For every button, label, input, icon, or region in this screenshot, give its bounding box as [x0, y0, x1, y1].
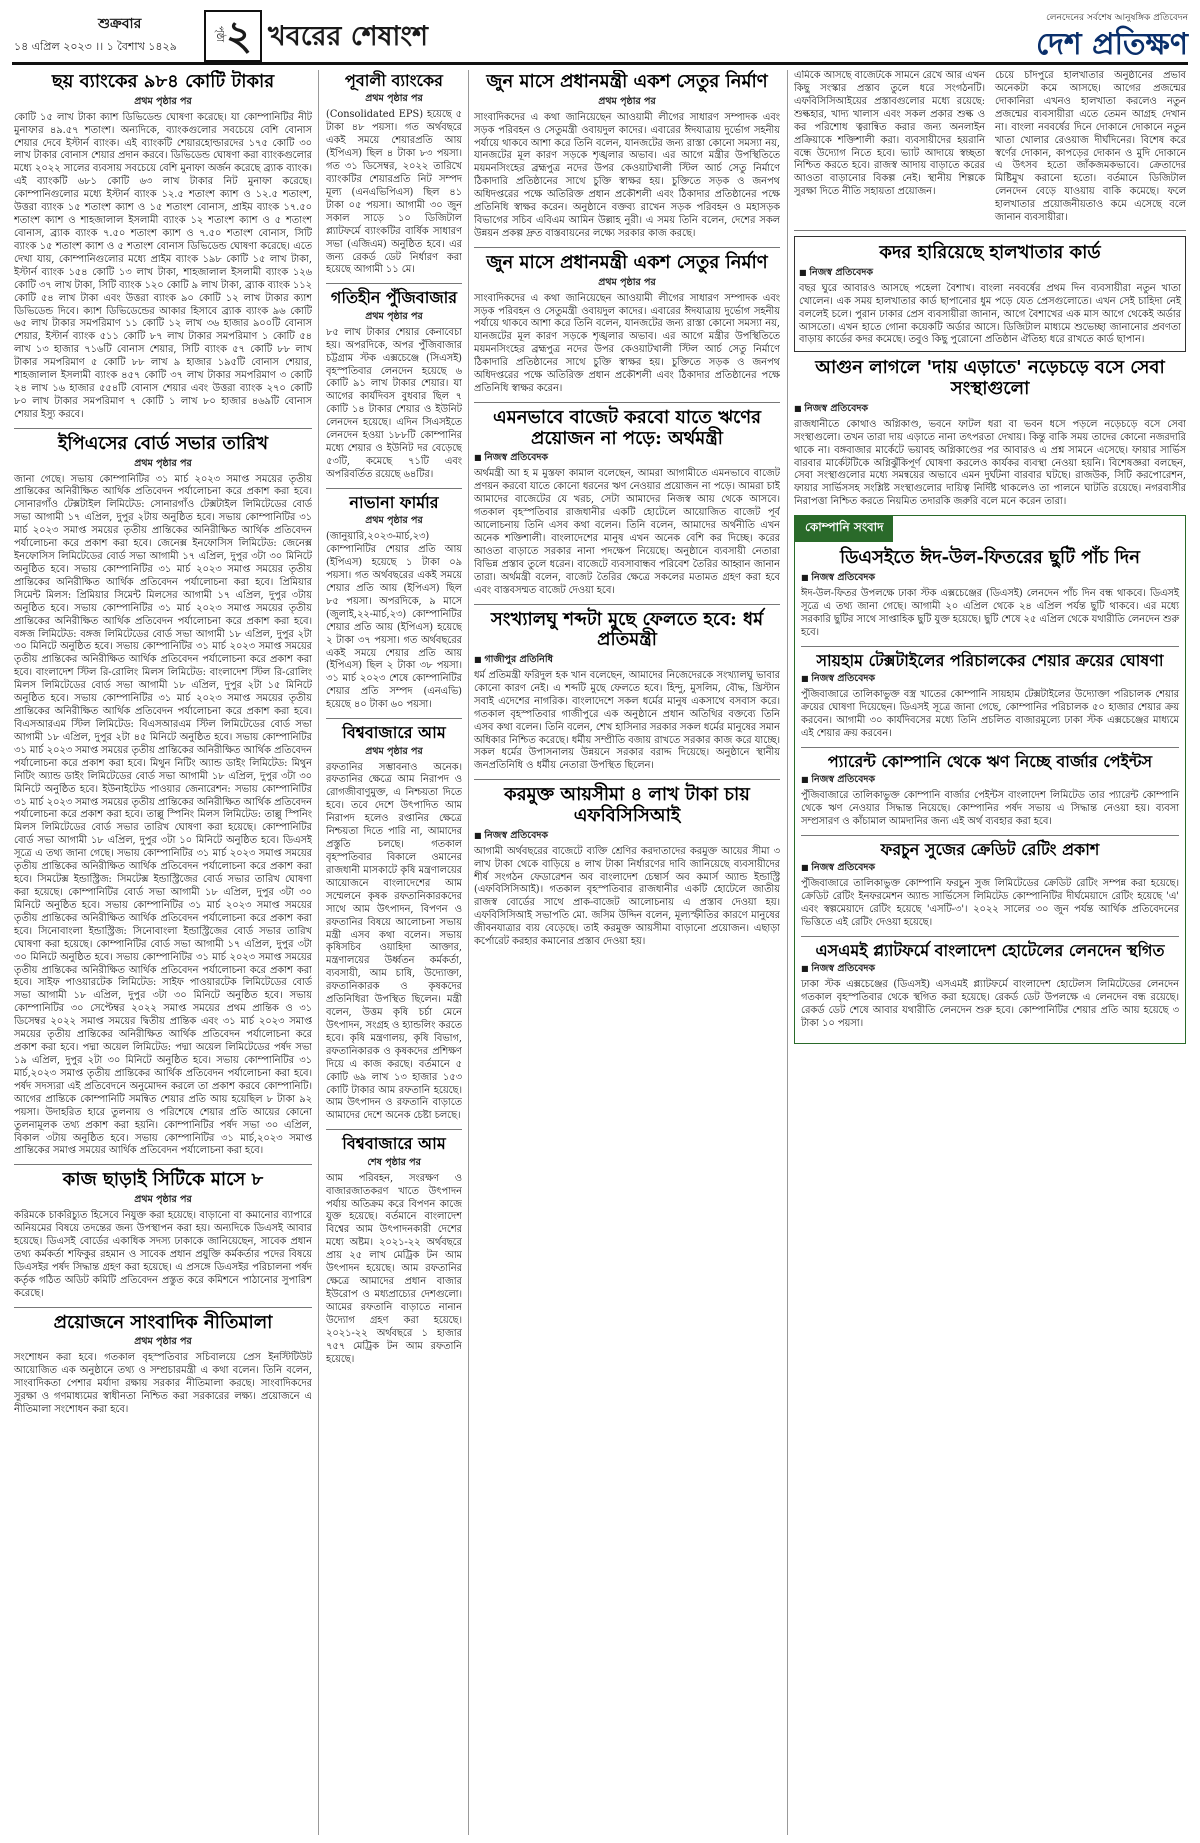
continuation-note: প্রথম পৃষ্ঠার পর	[134, 457, 192, 469]
column-divider	[787, 70, 788, 1835]
divider	[14, 1307, 312, 1308]
article	[326, 1135, 462, 1366]
article-body: ধর্ম প্রতিমন্ত্রী ফরিদুল হক খান বলেছেন, আমাদের নিজেদেরকে সংখ্যালঘু ভাবার কোনো কারণ নেই। এ শব্দটি মুছে ফেলতে হবে। হিন্দু, মুসলিম, বৌদ্ধ, খ্রিস্টান সবাই এদেশের নাগরিক। বাংলাদেশে সকল ধর্মের মানুষ একসাথে বসবাস করে। গতকাল বৃহস্পতিবার গাজীপুরে এক অনুষ্ঠানে প্রধান অতিথির বক্তব্যে তিনি এসব কথা বলেন। তিনি বলেন, শেখ হাসিনার সরকার সকল ধর্মের মানুষের সমান অধিকার নিশ্চিত করেছে। ধর্মীয় সম্প্রীতি বজায় রাখতে সরকার কাজ করে যাচ্ছে। সকল ধর্মের উপাসনালয় উন্নয়নে সরকার বরাদ্দ দিয়েছে। অনুষ্ঠানে স্থানীয় জনপ্রতিনিধি ও ধর্মীয় নেতারা উপস্থিত ছিলেন।	[474, 669, 780, 772]
article-body: ঈদ-উল-ফিতর উপলক্ষে ঢাকা স্টক এক্সচেঞ্জের (ডিএসই) লেনদেন পাঁচ দিন বন্ধ থাকবে। ডিএসই সূত্রে এ তথ্য জানা গেছে। আগামী ২০ এপ্রিল থেকে ২৪ এপ্রিল পর্যন্ত ছুটি থাকবে। এর মধ্যে সরকারি ছুটির সাথে সাপ্তাহিক ছুটি যুক্ত হয়েছে। ছুটি শেষে ২৫ এপ্রিল থেকে যথারীতি লেনদেন শুরু হবে।	[801, 587, 1179, 638]
masthead-rule	[12, 62, 1188, 65]
article-body: পুঁজিবাজারে তালিকাভুক্ত কোম্পানি ফরচুন সুজ লিমিটেডের ক্রেডিট রেটিং সম্পন্ন করা হয়েছে। ক্রেডিট রেটিং ইনফরমেশন অ্যান্ড সার্ভিসেস লিমিটেড কোম্পানিটির দীর্ঘমেয়াদে রেটিং হয়েছে 'এ' এবং স্বল্পমেয়াদে রেটিং হয়েছে 'এসটি-৩'। ২০২২ সালের ৩০ জুন পর্যন্ত আর্থিক প্রতিবেদনের ভিত্তিতে এই রেটিং দেওয়া হয়েছে।	[801, 878, 1179, 928]
divider	[801, 747, 1179, 748]
masthead-left	[12, 10, 282, 58]
article-body: (জানুয়ারি,২০২৩-মার্চ,২৩) কোম্পানিটির শেয়ার প্রতি আয় (ইপিএস) হয়েছে ১ টাকা ০৯ পয়সা। গত অর্থবছরের একই সময়ে শেয়ার প্রতি আয় (ইপিএস) ছিল ৮৫ পয়সা। অপরদিকে, ৯ মাসে (জুলাই,২২-মার্চ,২৩) কোম্পানিটির শেয়ার প্রতি আয় (ইপিএস) হয়েছে ২ টাকা ৩৭ পয়সা। গত অর্থবছরের একই সময়ে শেয়ার প্রতি আয় (ইপিএস) ছিল ২ টাকা ৩৮ পয়সা। ৩১ মার্চ ২০২৩ শেষে কোম্পানিটির শেয়ার প্রতি সম্পদ (এনএভি) হয়েছে ৪০ টাকা ৬০ পয়সা।	[326, 531, 462, 711]
divider	[14, 1164, 312, 1165]
continuation-note: প্রথম পৃষ্ঠার পর	[365, 310, 423, 322]
byline: ■ নিজস্ব প্রতিবেদক	[474, 829, 780, 844]
article	[474, 253, 780, 396]
column-divider	[468, 70, 469, 1835]
divider	[14, 428, 312, 429]
masthead	[12, 10, 1188, 62]
article	[474, 408, 780, 598]
continuation-note: শেষ পৃষ্ঠার পর	[367, 1156, 421, 1168]
news-brief	[801, 548, 1179, 639]
article-body: কোটি ১৫ লাখ টাকা ক্যাশ ডিভিডেন্ড ঘোষণা করেছে। যা কোম্পানিটির নীট মুনাফার ৪৯.৫৭ শতাংশ। অন্যদিকে, ব্যাংকগুলোর সবচেয়ে বেশি বোনাস শেয়ার দেবে ইস্টার্ন ব্যাংক। এই ব্যাংকটি শেয়ারহোল্ডারদের ১৭৫ কোটি ৩০ লাখ টাকার বোনাস শেয়ার প্রদান করবে। ডিভিডেন্ড ঘোষণা করা ব্যাংকগুলোর মধ্যে ২০২২ সালের ব্যবসায় সবচেয়ে বেশি মুনাফা অর্জন করেছে ব্র্যাক ব্যাংক। এই ব্যাংকটি ৬৮১ কোটি ৬৩ লাখ টাকার নিট মুনাফা করেছে। কোম্পানিগুলোর মধ্যে ইস্টার্ন ব্যাংক ১২.৫ শতাংশ ক্যাশ ও ১২.৫ শতাংশ, উত্তরা ব্যাংক ১৫ শতাংশ ক্যাশ ও ১৫ শতাংশ বোনাস, প্রাইম ব্যাংক ১৭.৫০ শতাংশ ক্যাশ ও শাহজালাল ইসলামী ব্যাংক ১২ শতাংশ ক্যাশ ও ৫ শতাংশ বোনাস, ব্র্যাক ব্যাংক ৭.৫০ শতাংশ ক্যাশ ও ৭.৫০ শতাংশ বোনাস, সিটি ব্যাংক ১৫ শতাংশ ক্যাশ ও ৫ শতাংশ বোনাস ডিভিডেন্ড ঘোষণা করেছে। এতে দেখা যায়, কোম্পানিগুলোর মধ্যে প্রাইম ব্যাংক ১৯৮ কোটি ১৫ লাখ টাকা, ইস্টার্ন ব্যাংক ১৫৪ কোটি ১৩ লাখ টাকা, শাহজালাল ইসলামী ব্যাংক ১২৬ কোটি ৩৭ লাখ টাকা, সিটি ব্যাংক ১২০ কোটি ৯ লাখ টাকা, ব্র্যাক ব্যাংক ১১২ কোটি ৫৪ লাখ টাকা এবং উত্তরা ব্যাংক ৯০ কোটি ১২ লাখ টাকার ক্যাশ ডিভিডেন্ড দিবে। ক্যাশ ডিভিডেন্ডের আকার হিসাবে ব্র্যাক ব্যাংক ৯৬ কোটি ৬৫ লাখ টাকার সমপরিমাণ ১১ কোটি ১২ লাখ ৩৬ হাজার ৯০০টি বোনাস শেয়ার, ইস্টার্ন ব্যাংক ৫১১ কোটি ৮৭ লাখ টাকার সমপরিমাণ ১ কোটি ৫৪ লাখ ১৩ হাজার ৭১৬টি বোনাস শেয়ার, সিটি ব্যাংক ৫৭ কোটি ৮৮ লাখ টাকার সমপরিমাণ ৫ কোটি ৮৮ লাখ ৯ হাজার ১৯৫টি বোনাস শেয়ার, শাহজালাল ইসলামী ব্যাংক ৪৫৭ কোটি ৩৭ লাখ টাকার সমপরিমাণ ৩ কোটি ২৪ লাখ ১৬ হাজার ৫৫৪টি বোনাস শেয়ার এবং উত্তরা ব্যাংক ২৭০ কোটি ৮০ লাখ টাকার সমপরিমাণ ৭ কোটি ১ লাখ ৮০ হাজার ৪৬৯টি বোনাস শেয়ার ইস্যু করবে।	[14, 111, 312, 420]
article	[326, 289, 462, 481]
article	[326, 494, 462, 712]
article-headline: এসএমই প্ল্যাটফর্মে বাংলাদেশ হোটেলের লেনদেন স্থগিত	[815, 940, 1165, 960]
article-body: পুঁজিবাজারে তালিকাভুক্ত বস্ত্র খাতের কোম্পানি সায়হাম টেক্সটাইলের উদ্যোক্তা পরিচালক শেয়ার ক্রয়ের ঘোষণা দিয়েছেন। ডিএসই সূত্রে জানা গেছে, কোম্পানির পরিচালক ৫০ হাজার শেয়ার ক্রয় করবেন। আগামী ৩০ কার্যদিবসের মধ্যে তিনি প্রচলিত বাজারমূল্যে ঢাকা স্টক এক্সচেঞ্জের মাধ্যমে এই শেয়ার ক্রয় করবেন।	[801, 688, 1179, 739]
divider	[801, 835, 1179, 836]
column-4	[794, 70, 1186, 1835]
divider	[474, 402, 780, 403]
article-headline: আগুন লাগলে 'দায় এড়াতে' নড়েচড়ে বসে সেবা সংস্থাগুলো	[815, 357, 1165, 400]
article-body: (Consolidated EPS) হয়েছে ৫ টাকা ৪৮ পয়সা। গত অর্থবছরে একই সময়ে শেয়ারপ্রতি আয় (ইপিএস) ছিল ৪ টাকা ৮৩ পয়সা। গত ৩১ ডিসেম্বর, ২০২২ তারিখে ব্যাংকটির শেয়ারপ্রতি নিট সম্পদ মূল্য (এনএভিপিএস) ছিল ৪১ টাকা ০৫ পয়সা। আগামী ৩০ জুন সকাল সাড়ে ১০ ডিজিটাল প্ল্যাটফর্মে ব্যাংকটির বার্ষিক সাধারণ সভা (এজিএম) অনুষ্ঠিত হবে। এর জন্য রেকর্ড ডেট নির্ধারণ করা হয়েছে আগামী ১১ মে।	[326, 109, 462, 276]
continuation-note: প্রথম পৃষ্ঠার পর	[365, 745, 423, 757]
article-body: ৮৫ লাখ টাকার শেয়ার কেনাবেচা হয়। অপরদিকে, অপর পুঁজিবাজার চট্টগ্রাম স্টক এক্সচেঞ্জে (সিএসই) বৃহস্পতিবার লেনদেন হয়েছে ৬ কোটি ৯১ লাখ টাকার শেয়ার। যা আগের কার্যদিবস বুধবার ছিল ৭ কোটি ১৪ টাকার শেয়ার ও ইউনিট লেনদেন হয়েছে। এদিন সিএসইতে লেনদেন হওয়া ১৮৮টি কোম্পানির মধ্যে শেয়ার ও ইউনিট দর বেড়েছে ৫৩টি, কমেছে ৭১টি এবং অপরিবর্তিত রয়েছে ৬৪টির।	[326, 326, 462, 480]
article-headline: জুন মাসে প্রধানমন্ত্রী একশ সেতুর নির্মাণ	[486, 251, 768, 273]
article-body: সাংবাদিকদের এ কথা জানিয়েছেন আওয়ামী লীগের সাধারণ সম্পাদক এবং সড়ক পরিবহন ও সেতুমন্ত্রী ওবায়দুল কাদের। এবারের ঈদযাত্রায় দুর্ভোগ সহনীয় পর্যায়ে থাকবে আশা করে তিনি বলেন, যানজটের জন্য রাস্তা কোনো সমস্যা নয়, যানজটের মূল কারণ সড়কে শৃঙ্খলার অভাব। এর আগে মন্ত্রীর উপস্থিতিতে ময়মনসিংহের ব্রহ্মপুত্র নদের উপর কেওয়াটখালী স্টিল আর্চ সেতু নির্মাণে ঠিকাদারি প্রতিষ্ঠানের সাথে চুক্তি স্বাক্ষর হয়। চুক্তিতে সড়ক ও জনপথ অধিদপ্তরের পক্ষে অতিরিক্ত প্রধান প্রকৌশলী এবং ঠিকাদার প্রতিষ্ঠানের পক্ষে প্রতিনিধি স্বাক্ষর করেন।	[474, 292, 780, 395]
tagline: লেনদেনের সর্বশেষ আনুষঙ্গিক প্রতিবেদন	[1046, 13, 1188, 23]
masthead-right	[928, 10, 1188, 62]
article-body: করিমকে চাকরিচ্যুত হিসেবে নিযুক্ত করা হয়েছে। বাড়ানো বা কমানোর ব্যাপারে অনিয়মের বিষয়ে তদন্তের জন্য উপস্থাপন করা হয়। অন্যদিকে ডিএসই আবার হয়েছে। ডিএসই বোর্ডের একাধিক সদস্য ঢাকাকে জানিয়েছেন, সাবেক প্রধান তথ্য কর্মকর্তা শফিকুর রহমান ও সাবেক প্রধান প্রযুক্তি কর্মকর্তার পদের বিষয়ে ডিএসইর পর্ষদ সিদ্ধান্ত গ্রহণ করা হয়েছে। এ প্রসঙ্গে ডিএসইর পরিচালনা পর্ষদ কর্তৃক গঠিত অডিট কমিটি প্রতিবেদন প্রস্তুত করে কমিশনে পাঠানোর সুপারিশ করেছে।	[14, 1210, 312, 1299]
article-headline: সংখ্যালঘু শব্দটা মুছে ফেলতে হবে: ধর্ম প্রতিমন্ত্রী	[490, 608, 764, 651]
article-body: রফতানির সম্ভাবনাও অনেক। রফতানির ক্ষেত্রে আম নিরাপদ ও রোগজীবাণুমুক্ত, এ নিশ্চয়তা দিতে হবে। তবে দেশে উৎপাদিত আম নিরাপদ হলেও রপ্তানির ক্ষেত্রে নিশ্চয়তা দিতে পারি না, আমাদের প্রস্তুতি চলছে। গতকাল বৃহস্পতিবার বিকালে ওমানের রাজধানী মাসকাটে কৃষি মন্ত্রণালয়ের আয়োজনে বাংলাদেশের আম সম্মেলনে কৃষক রফতানিকারকদের সাথে আম উৎপাদন, বিপণন ও রফতানির বিষয়ে আলোচনা সভায় মন্ত্রী এসব কথা বলেন। সভায় কৃষিসচিব ওয়াহিদা আক্তার, মন্ত্রণালয়ের উর্ধ্বতন কর্মকর্তা, ব্যবসায়ী, আম চাষি, উদ্যোক্তা, রফতানিকারক ও কৃষকদের প্রতিনিধিরা উপস্থিত ছিলেন। মন্ত্রী বলেন, উত্তম কৃষি চর্চা মেনে উৎপাদন, সংগ্রহ ও হ্যান্ডলিং করতে হবে। কৃষি মন্ত্রণালয়, কৃষি বিভাগ, রফতানিকারক ও কৃষকদের প্রশিক্ষণ দিয়ে এ কাজ করছে। বর্তমানে ৫ কোটি ৬৯ লাখ ১৩ হাজার ১৫৩ কোটি টাকার আম রফতানি হয়েছে। আম উৎপাদন ও রফতানি বাড়াতে আমাদের দেশে অনেক চেষ্টা চলছে।	[326, 761, 462, 1122]
continuation-note: প্রথম পৃষ্ঠার পর	[598, 95, 656, 107]
article	[474, 72, 780, 241]
byline: ■ গাজীপুর প্রতিনিধি	[474, 653, 780, 668]
company-news-tab: কোম্পানি সংবাদ	[795, 516, 893, 542]
byline: ■ নিজস্ব প্রতিবেদক	[801, 571, 1179, 586]
page-number-box	[204, 10, 262, 62]
article	[14, 72, 312, 422]
article-body: চেয়ে চাঁদপুরে হালখাতার অনুষ্ঠানের প্রভাব অনেকটা কমে আসছে। আগের প্রজন্মের দোকানিরা এখনও হালখাতা করলেও নতুন প্রজন্মের ব্যবসায়ীরা এতে তেমন আগ্রহ দেখান না। বাংলা নববর্ষের দিনে দোকানে দোকানে নতুন খাতা খোলার রেওয়াজ দীর্ঘদিনের। বিশেষ করে স্বর্ণের দোকান, কাপড়ের দোকান ও মুদি দোকানে এ উৎসব হতো জাঁকজমকভাবে। ক্রেতাদের মিষ্টিমুখ করানো হতো। বর্তমানে ডিজিটাল লেনদেন বেড়ে যাওয়ায় বাকি কমেছে। ফলে হালখাতার প্রয়োজনীয়তাও কমে এসেছে বলে জানান ব্যবসায়ীরা।	[995, 70, 1186, 224]
article-headline: কদর হারিয়েছে হালখাতার কার্ড	[879, 242, 1101, 264]
article-headline: গতিহীন পুঁজিবাজার	[330, 288, 458, 308]
article-headline: নাভানা ফার্মার	[349, 492, 439, 512]
column-3	[474, 70, 780, 1835]
issue-date: ১৪ এপ্রিল ২০২৩ ।। ১ বৈশাখ ১৪২৯	[14, 40, 177, 53]
continued-article-pair	[794, 70, 1186, 225]
article-body: রাজধানীতে কোথাও অগ্নিকাণ্ড, ভবনে ফাটল ধরা বা ভবন ধসে পড়লে নড়েচড়ে বসে সেবা সংস্থাগুলো। তখন তারা দায় এড়াতে নানা তৎপরতা দেখায়। কিন্তু বাকি সময় তাদের কোনো নজরদারি থাকে না। বঙ্গবাজার মার্কেটে ভয়াবহ অগ্নিকাণ্ডের পর আবারও এ প্রশ্ন সামনে এসেছে। ফায়ার সার্ভিস বারবার মার্কেটটিকে অগ্নিঝুঁকিপূর্ণ ঘোষণা করলেও কার্যকর ব্যবস্থা নেওয়া হয়নি। বিশেষজ্ঞরা বলছেন, সেবা সংস্থাগুলোর মধ্যে সমন্বয়ের অভাবে এমন দুর্ঘটনা বারবার ঘটছে। রাজউক, সিটি করপোরেশন, ফায়ার সার্ভিসসহ সংশ্লিষ্ট সংস্থাগুলোর দায়িত্ব নির্দিষ্ট থাকলেও তা পালনে ঘাটতি রয়েছে। নগরবাসীর নিরাপত্তা নিশ্চিত করতে নিয়মিত তদারকি জরুরি বলে মনে করেন তারা।	[794, 418, 1186, 508]
divider	[326, 283, 462, 284]
article-body: ঢাকা স্টক এক্সচেঞ্জের (ডিএসই) এসএমই প্ল্যাটফর্মে বাংলাদেশ হোটেলস লিমিটেডের লেনদেন গতকাল বৃহস্পতিবার থেকে স্থগিত করা হয়েছে। রেকর্ড ডেট উপলক্ষে এ লেনদেন বন্ধ রয়েছে। রেকর্ড ডেট শেষে আবার যথারীতি লেনদেন শুরু হবে। কোম্পানিটির শেয়ার প্রতি আয় হয়েছে ৩ টাকা ১০ পয়সা।	[801, 979, 1179, 1030]
article-headline: সায়হাম টেক্সটাইলের পরিচালকের শেয়ার ক্রয়ের ঘোষণা	[816, 650, 1164, 670]
article-headline: বিশ্ববাজারে আম	[342, 723, 446, 743]
byline: ■ নিজস্ব প্রতিবেদক	[801, 861, 1179, 876]
article-body: অর্থমন্ত্রী আ হ ম মুস্তফা কামাল বলেছেন, আমরা আগামীতে এমনভাবে বাজেট প্রণয়ন করবো যাতে কোনো ধরনের ঋণ নেওয়ার প্রয়োজন না পড়ে। আমরা চাই আমাদের বাজেটের যে খরচ, সেটা আমাদের নিজস্ব আয় থেকে আসবে। গতকাল বৃহস্পতিবার রাজধানীর একটি হোটেলে আয়োজিত বাজেট পূর্ব আলোচনায় তিনি এসব কথা বলেন। তিনি বলেন, আমাদের অর্থনীতি এখন অনেক শক্তিশালী। বাংলাদেশের মানুষ এখন অনেক বেশি কর দিচ্ছে। করের আওতা বাড়াতে সরকার নানা পদক্ষেপ নিয়েছে। অনুষ্ঠানে ব্যবসায়ী নেতারা বিভিন্ন প্রস্তাব তুলে ধরেন। বাজেটে ব্যবসাবান্ধব পরিবেশ তৈরির আহ্বান জানান তারা। অর্থমন্ত্রী বলেন, বাজেট তৈরির ক্ষেত্রে সকলের মতামত গ্রহণ করা হবে এবং বাস্তবসম্মত বাজেট দেওয়া হবে।	[474, 468, 780, 596]
article-headline: এমনভাবে বাজেট করবো যাতে ঋণের প্রয়োজন না পড়ে: অর্থমন্ত্রী	[493, 406, 761, 449]
page-number: ২	[225, 12, 252, 59]
article-body: বছর ঘুরে আবারও আসছে পহেলা বৈশাখ। বাংলা নববর্ষের প্রথম দিন ব্যবসায়ীরা নতুন খাতা খোলেন। এক সময় হালখাতার কার্ড ছাপানোর ধুম পড়ে যেত প্রেসগুলোতে। এখন সেই চাহিদা নেই বললেই চলে। পুরান ঢাকার প্রেস ব্যবসায়ীরা জানান, আগে বৈশাখের এক মাস আগে থেকেই অর্ডার আসতো। এখন হাতে গোনা কয়েকটি অর্ডার আসে। ডিজিটাল মাধ্যমে শুভেচ্ছা জানানোর প্রবণতা বাড়ায় কার্ডের কদর কমেছে। তবুও কিছু পুরোনো প্রতিষ্ঠান ঐতিহ্য ধরে রাখতে কার্ড ছাপান।	[799, 282, 1181, 346]
divider	[801, 936, 1179, 937]
article-headline: কাজ ছাড়াই সিটিকে মাসে ৮	[62, 1169, 264, 1191]
continuation-note: প্রথম পৃষ্ঠার পর	[134, 1194, 192, 1206]
newspaper-logo: দেশ প্রতিক্ষণ	[1035, 27, 1188, 62]
divider	[474, 247, 780, 248]
article-headline: বিশ্ববাজারে আম	[342, 1134, 446, 1154]
article-headline: পূবালী ব্যাংকের	[345, 71, 443, 90]
article	[14, 1170, 312, 1300]
page-label: পৃষ্ঠা	[214, 26, 225, 43]
byline: ■ নিজস্ব প্রতিবেদক	[801, 672, 1179, 687]
article	[326, 72, 462, 277]
news-brief	[801, 942, 1179, 1031]
continuation-note: প্রথম পৃষ্ঠার পর	[365, 93, 423, 105]
divider	[474, 779, 780, 780]
article-body: জানা গেছে। সভায় কোম্পানিটির ৩১ মার্চ ২০২৩ সমাপ্ত সময়ের তৃতীয় প্রান্তিকের অনিরীক্ষিত আর্থিক প্রতিবেদন পর্যালোচনা করে প্রকাশ করা হবে। সোনারগাঁও টেক্সটাইল লিমিটেড: সোনারগাঁও টেক্সটাইল লিমিটেডের বোর্ড সভা আগামী ১৭ এপ্রিল, দুপুর ২টায় অনুষ্ঠিত হবে। সভায় কোম্পানিটির ৩১ মার্চ ২০২৩ সমাপ্ত সময়ের তৃতীয় প্রান্তিকের অনিরীক্ষিত আর্থিক প্রতিবেদন পর্যালোচনা করে প্রকাশ করা হবে। জেনেক্স ইনফোসিস লিমিটেড: জেনেক্স ইনফোসিস লিমিটেডের বোর্ড সভা আগামী ১৭ এপ্রিল, দুপুর ৩টা ৩০ মিনিটে অনুষ্ঠিত হবে। সভায় কোম্পানিটির ৩১ মার্চ ২০২৩ সমাপ্ত সময়ের তৃতীয় প্রান্তিকের অনিরীক্ষিত আর্থিক প্রতিবেদন পর্যালোচনা করা হবে। প্রিমিয়ার সিমেন্ট মিলস: প্রিমিয়ার সিমেন্ট মিলসের আগামী ১৭ এপ্রিল, দুপুর ৩টায় অনুষ্ঠিত হবে। সভায় কোম্পানিটির ৩১ মার্চ ২০২৩ সমাপ্ত সময়ের তৃতীয় প্রান্তিকের অনিরীক্ষিত আর্থিক প্রতিবেদন পর্যালোচনা করে প্রকাশ করা হবে। বঙ্গজ লিমিটেড: বঙ্গজ লিমিটেডের বোর্ড সভা আগামী ১৮ এপ্রিল, দুপুর ২টা ৩০ মিনিটে অনুষ্ঠিত হবে। সভায় কোম্পানিটির ৩১ মার্চ ২০২৩ সমাপ্ত সময়ের তৃতীয় প্রান্তিকের অনিরীক্ষিত আর্থিক প্রতিবেদন পর্যালোচনা করে প্রকাশ করা হবে। বাংলাদেশ স্টিল রি-রোলিং মিলস লিমিটেড: বাংলাদেশ স্টিল রি-রোলিং মিলস লিমিটেডের বোর্ড সভা আগামী ১৮ এপ্রিল, দুপুর ২টা ১৫ মিনিটে অনুষ্ঠিত হবে। সভায় কোম্পানিটির ৩১ মার্চ ২০২৩ সমাপ্ত সময়ের তৃতীয় প্রান্তিকের অনিরীক্ষিত আর্থিক প্রতিবেদন পর্যালোচনা করে প্রকাশ করা হবে। বিএসআরএম স্টিল লিমিটেড: বিএসআরএম স্টিল লিমিটেডের বোর্ড সভা আগামী ১৮ এপ্রিল, দুপুর ২টা ৪৫ মিনিটে অনুষ্ঠিত হবে। সভায় কোম্পানিটির ৩১ মার্চ ২০২৩ সমাপ্ত সময়ের তৃতীয় প্রান্তিকের অনিরীক্ষিত আর্থিক প্রতিবেদন পর্যালোচনা করে প্রকাশ করা হবে। মিথুন নিটিং অ্যান্ড ডাইং লিমিটেড: মিথুন নিটিং অ্যান্ড ডাইং লিমিটেডের বোর্ড সভা আগামী ১৮ এপ্রিল, দুপুর ৩টা ৩০ মিনিটে অনুষ্ঠিত হবে। ইউনাইটেড পাওয়ার জেনারেশন: সভায় কোম্পানিটির ৩১ মার্চ ২০২৩ সমাপ্ত সময়ের তৃতীয় প্রান্তিকের অনিরীক্ষিত আর্থিক প্রতিবেদন পর্যালোচনা করে প্রকাশ করা হবে। তাল্লু স্পিনিং মিলস লিমিটেড: তাল্লু স্পিনিং মিলস লিমিটেডের বোর্ড সভার তারিখ ঘোষণা করা হয়েছে। কোম্পানিটির বোর্ড সভা আগামী ১৮ এপ্রিল, দুপুর ৩টা ১০ মিনিটে অনুষ্ঠিত হবে। ডিএসই সূত্রে এ তথ্য জানা গেছে। সভায় কোম্পানিটির ৩১ মার্চ ২০২৩ সমাপ্ত সময়ের তৃতীয় প্রান্তিকের অনিরীক্ষিত আর্থিক প্রতিবেদন পর্যালোচনা করে প্রকাশ করা হবে। সিমটেক্স ইন্ডাস্ট্রিজ: সিমটেক্স ইন্ডাস্ট্রিজের বোর্ড সভার তারিখ ঘোষণা করা হয়েছে। কোম্পানিটির বোর্ড সভা আগামী ১৮ এপ্রিল, দুপুর ৩টা ৩০ মিনিটে অনুষ্ঠিত হবে। সভায় কোম্পানিটির ৩১ মার্চ ২০২৩ সমাপ্ত সময়ের তৃতীয় প্রান্তিকের অনিরীক্ষিত আর্থিক প্রতিবেদন পর্যালোচনা করে প্রকাশ করা হবে। সিনোবাংলা ইন্ডাস্ট্রিজ: সিনোবাংলা ইন্ডাস্ট্রিজের বোর্ড সভার তারিখ ঘোষণা করা হয়েছে। কোম্পানিটির বোর্ড সভা আগামী ১৭ এপ্রিল, দুপুর ৩টা ৩০ মিনিটে অনুষ্ঠিত হবে। সভায় কোম্পানিটির ৩১ মার্চ ২০২৩ সমাপ্ত সময়ের তৃতীয় প্রান্তিকের অনিরীক্ষিত আর্থিক প্রতিবেদন পর্যালোচনা করে প্রকাশ করা হবে। সাইফ পাওয়ারটেক লিমিটেড: সাইফ পাওয়ারটেক লিমিটেডের বোর্ড সভা আগামী ১৮ এপ্রিল, দুপুর ৩টা ৩০ মিনিটে অনুষ্ঠিত হবে। সভায় কোম্পানিটির ৩০ সেপ্টেম্বর ২০২২ সমাপ্ত সময়ের প্রথম প্রান্তিক ও ৩১ ডিসেম্বর ২০২২ সমাপ্ত সময়ের দ্বিতীয় প্রান্তিক এবং ৩১ মার্চ ২০২৩ সমাপ্ত সময়ের তৃতীয় প্রান্তিকের অনিরীক্ষিত আর্থিক প্রতিবেদন পর্যালোচনা করে প্রকাশ করা হবে। পদ্মা অয়েল লিমিটেড: পদ্মা অয়েল লিমিটেডের পর্ষদ সভা ১৯ এপ্রিল, দুপুর ২টা ৩০ মিনিটে অনুষ্ঠিত হবে। সভায় কোম্পানিটির ৩১ মার্চ,২০২৩ সমাপ্ত তৃতীয় প্রান্তিকের আর্থিক প্রতিবেদন পর্যালোচনা করা হবে। পর্ষদ সদস্যরা এই প্রতিবেদনে অনুমোদন করলে তা প্রকাশ করবে কোম্পানিটি। আগের প্রান্তিকে কোম্পানিটি সমন্বিত শেয়ার প্রতি আয় হয়েছিল ৮ টাকা ৯২ পয়সা। উদাহরিত হারে তুলনায় ও পরিশেষে শেয়ার প্রতি আয়ের কোনো তুলনামূলক তথ্য প্রকাশ করা হয়নি। কোম্পানিটির পর্ষদ সভা ৩০ এপ্রিল, বিকাল ৩টায় অনুষ্ঠিত হবে। সভায় কোম্পানিটির ৩১ মার্চ,২০২৩ সমাপ্ত প্রান্তিকের সমাপ্ত সময়ের আর্থিক প্রতিবেদন পর্যালোচনা করা হবে।	[14, 473, 312, 1157]
article	[794, 236, 1186, 352]
article-headline: ডিএসইতে ঈদ-উল-ফিতরের ছুটি পাঁচ দিন	[840, 547, 1140, 569]
article	[474, 610, 780, 774]
column-2	[326, 70, 462, 1835]
article-headline: ফরচুন সুজের ক্রেডিট রেটিং প্রকাশ	[880, 839, 1100, 859]
article-headline: করমুক্ত আয়সীমা ৪ লাখ টাকা চায় এফবিসিসিআই	[504, 784, 750, 826]
article-headline: জুন মাসে প্রধানমন্ত্রী একশ সেতুর নির্মাণ	[486, 71, 768, 92]
article-body: আগামী অর্থবছরের বাজেটে ব্যক্তি শ্রেণির করদাতাদের করমুক্ত আয়ের সীমা ৩ লাখ টাকা থেকে বাড়িয়ে ৪ লাখ টাকা নির্ধারণের দাবি জানিয়েছে ব্যবসায়ীদের শীর্ষ সংগঠন ফেডারেশন অব বাংলাদেশ চেম্বার্স অব কমার্স অ্যান্ড ইন্ডাস্ট্রি (এফবিসিসিআই)। গতকাল বৃহস্পতিবার রাজধানীর একটি হোটেলে জাতীয় রাজস্ব বোর্ডের সাথে প্রাক-বাজেট আলোচনায় এ প্রস্তাব দেওয়া হয়। এফবিসিসিআই সভাপতি মো. জসিম উদ্দিন বলেন, মূল্যস্ফীতির কারণে মানুষের জীবনযাত্রার ব্যয় বেড়েছে। তাই করমুক্ত আয়সীমা বাড়ানো প্রয়োজন। এছাড়া কর্পোরেট করহার কমানোর প্রস্তাব দেওয়া হয়।	[474, 845, 780, 948]
continuation-note: প্রথম পৃষ্ঠার পর	[598, 276, 656, 288]
divider	[326, 488, 462, 489]
article	[326, 724, 462, 1123]
column-1	[14, 70, 312, 1835]
article-headline: প্রয়োজনে সাংবাদিক নীতিমালা	[53, 1311, 273, 1333]
continuation-note: প্রথম পৃষ্ঠার পর	[134, 95, 192, 107]
article-headline: প্যারেন্ট কোম্পানি থেকে ঋণ নিচ্ছে বার্জার পেইন্টস	[827, 751, 1153, 771]
byline: ■ নিজস্ব প্রতিবেদক	[794, 402, 1186, 417]
continuation-note: প্রথম পৃষ্ঠার পর	[134, 1336, 192, 1348]
column-divider	[318, 70, 319, 1835]
article-body: পুঁজিবাজারে তালিকাভুক্ত কোম্পানি বার্জার পেইন্টস বাংলাদেশ লিমিটেড তার প্যারেন্ট কোম্পানি থেকে ঋণ নেওয়ার সিদ্ধান্ত নিয়েছে। কোম্পানির পর্ষদ সভায় এ সিদ্ধান্ত নেওয়া হয়। ব্যবসা সম্প্রসারণ ও কাঁচামাল আমদানির জন্য এই অর্থ ব্যবহার করা হবে।	[801, 790, 1179, 827]
company-news-box	[794, 515, 1186, 1044]
article-body: সাংবাদিকদের এ কথা জানিয়েছেন আওয়ামী লীগের সাধারণ সম্পাদক এবং সড়ক পরিবহন ও সেতুমন্ত্রী ওবায়দুল কাদের। এবারের ঈদযাত্রায় দুর্ভোগ সহনীয় পর্যায়ে থাকবে আশা করে তিনি বলেন, যানজটের জন্য রাস্তা কোনো সমস্যা নয়, যানজটের মূল কারণ সড়কে শৃঙ্খলার অভাব। এর আগে মন্ত্রীর উপস্থিতিতে ময়মনসিংহের ব্রহ্মপুত্র নদের উপর কেওয়াটখালী স্টিল আর্চ সেতু নির্মাণে ঠিকাদারি প্রতিষ্ঠানের সাথে চুক্তি স্বাক্ষর হয়। চুক্তিতে সড়ক ও জনপথ অধিদপ্তরের পক্ষে অতিরিক্ত প্রধান প্রকৌশলী এবং ঠিকাদার প্রতিষ্ঠানের পক্ষে প্রতিনিধি স্বাক্ষর করেন। অনুষ্ঠানে বক্তব্য রাখেন সড়ক পরিবহন ও মহাসড়ক বিভাগের সচিব এবিএম আমিন উল্লাহ নুরী। এ সময় তিনি বলেন, দেশের সকল উন্নয়ন প্রকল্প দ্রুত বাস্তবায়নের লক্ষ্যে সরকার কাজ করছে।	[474, 111, 780, 239]
news-brief	[801, 652, 1179, 741]
article-headline: ছয় ব্যাংকের ৯৮৪ কোটি টাকার	[51, 71, 275, 92]
section-title: খবরের শেষাংশ	[268, 21, 428, 52]
divider	[801, 646, 1179, 647]
byline: ■ নিজস্ব প্রতিবেদক	[801, 773, 1179, 788]
article-body: সংশোধন করা হবে। গতকাল বৃহস্পতিবার সচিবালয়ে প্রেস ইনস্টিটিউট আয়োজিত এক অনুষ্ঠানে তথ্য ও সম্প্রচারমন্ত্রী এ কথা বলেন। তিনি বলেন, সাংবাদিকতা পেশার মর্যাদা রক্ষায় সরকার নীতিমালা করছে। সাংবাদিকদের সুরক্ষা ও গণমাধ্যমের স্বাধীনতা নিশ্চিত করা সরকারের লক্ষ্য। প্রয়োজনে এ নীতিমালা সংশোধন করা হবে।	[14, 1352, 312, 1415]
divider	[326, 718, 462, 719]
news-brief	[801, 841, 1179, 930]
issue-day: শুক্রবার	[98, 16, 142, 32]
article	[474, 785, 780, 949]
divider	[794, 230, 1186, 231]
article-headline: ইপিএসের বোর্ড সভার তারিখ	[57, 432, 269, 454]
article	[14, 434, 312, 1159]
news-brief	[801, 753, 1179, 829]
continuation-note: প্রথম পৃষ্ঠার পর	[365, 515, 423, 527]
article-body: এমিকে আসছে বাজেটকে সামনে রেখে আর এখন কিছু সংস্কার প্রস্তাব তুলে ধরে সংগঠনটি। এফবিসিসিআইয়ের প্রস্তাবগুলোর মধ্যে রয়েছে: শুল্কহার, খাদ্য খালাস এবং সকল প্রকার শুল্ক ও কর পরিশোধ ত্বরান্বিত করার জন্য অনলাইন প্রক্রিয়াকে শক্তিশালী করা। ব্যবসায়ীদের হয়রানি বন্ধে উদ্যোগ নিতে হবে। ভ্যাট আদায়ে স্বচ্ছতা নিশ্চিত করতে হবে। রাজস্ব আদায় বাড়াতে করের আওতা বাড়ানোর বিকল্প নেই। স্থানীয় শিল্পকে সুরক্ষা দিতে নীতি সহায়তা প্রয়োজন।	[794, 70, 985, 198]
divider	[474, 604, 780, 605]
article	[794, 358, 1186, 509]
byline: ■ নিজস্ব প্রতিবেদক	[799, 266, 1181, 281]
divider	[326, 1129, 462, 1130]
byline: ■ নিজস্ব প্রতিবেদক	[801, 962, 1179, 977]
article	[14, 1313, 312, 1417]
byline: ■ নিজস্ব প্রতিবেদক	[474, 451, 780, 466]
article-body: আম পরিবহন, সংরক্ষণ ও বাজারজাতকরণ খাতে উৎপাদন পর্যায় অতিক্রম করে বিপণন কাজে যুক্ত হয়েছে। বর্তমানে বাংলাদেশ বিশ্বের আম উৎপাদনকারী দেশের মধ্যে অষ্টম। ২০২১-২২ অর্থবছরে প্রায় ২৫ লাখ মেট্রিক টন আম উৎপাদন হয়েছে। আম রফতানির ক্ষেত্রে আমাদের প্রধান বাজার ইউরোপ ও মধ্যপ্রাচ্যের দেশগুলো। আমের রফতানি বাড়াতে নানান উদ্যোগ গ্রহণ করা হয়েছে। ২০২১-২২ অর্থবছরে ১ হাজার ৭৫৭ মেট্রিক টন আম রফতানি হয়েছে।	[326, 1172, 462, 1365]
